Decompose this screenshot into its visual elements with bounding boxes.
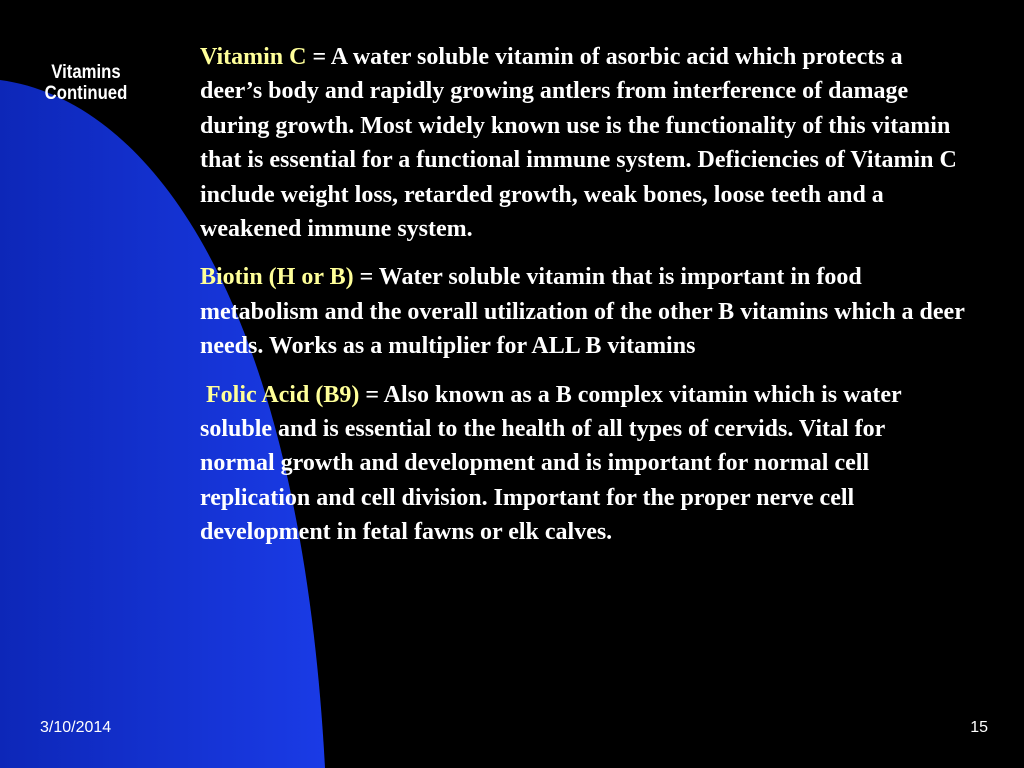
footer-date: 3/10/2014 — [40, 719, 112, 736]
term-folic-acid: Folic Acid (B9) — [200, 381, 360, 408]
term-biotin: Biotin (H or B) — [200, 264, 354, 291]
paragraph-text: = A water soluble vitamin of asorbic acid which protects a deer’s body and rapidly growing antlers from interference of damage during growth. Most widely known use is the functionality of this vitamin that is essential for a functional immune system. Deficiencies of Vitamin C include weight loss, retarded growth, weak bones, loose teeth and a weakened immune system. — [200, 44, 957, 243]
slide-title — [30, 62, 143, 104]
paragraph-vitamin-c — [200, 40, 965, 246]
paragraph-text: = Water soluble vitamin that is important in food metabolism and the overall utilization of the other B vitamins which a deer needs. Works as a multiplier for ALL B vitamins — [200, 264, 965, 360]
paragraph-text: = Also known as a B complex vitamin which is water soluble and is essential to the health of all types of cervids. Vital for normal growth and development and is important for normal cell replication and cell division. Important for the proper nerve cell development in fetal fawns or elk calves. — [200, 381, 902, 546]
slide-title-line-1: Vitamins — [51, 62, 121, 83]
page-number: 15 — [970, 719, 988, 736]
term-vitamin-c: Vitamin C — [200, 44, 307, 70]
slide-title-line-2: Continued — [44, 83, 128, 104]
paragraph-biotin — [200, 260, 965, 363]
body-content — [200, 40, 965, 564]
paragraph-folic-acid — [200, 378, 965, 550]
